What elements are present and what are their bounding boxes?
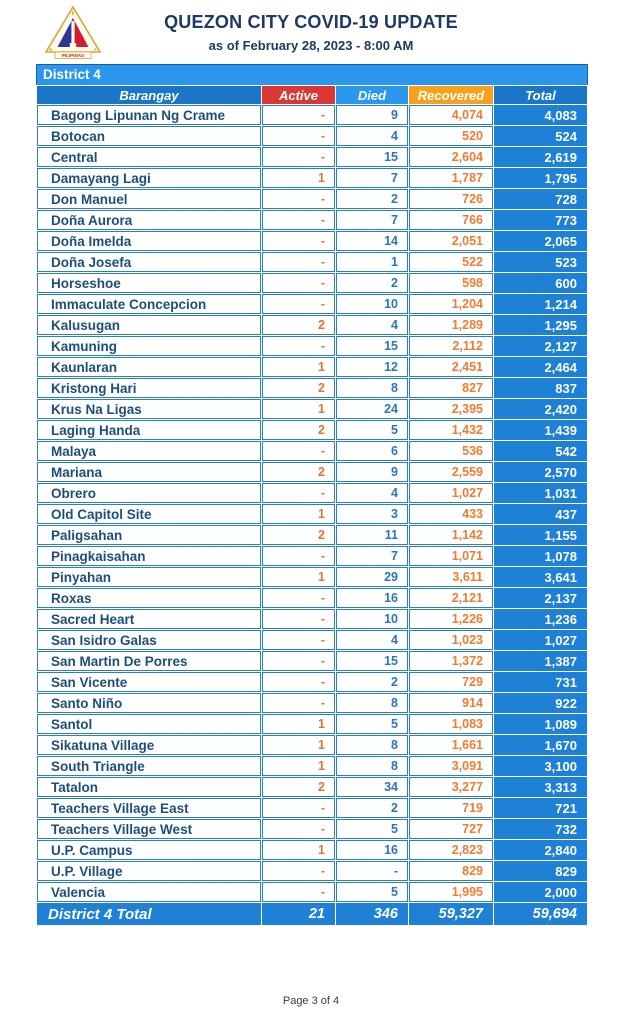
table-row — [37, 147, 587, 167]
cell-name: Roxas — [37, 588, 261, 608]
cell-died: - — [336, 861, 408, 881]
cell-died: 5 — [336, 714, 408, 734]
cell-died: 24 — [336, 399, 408, 419]
cell-recovered: 1,787 — [409, 168, 493, 188]
cell-total: 2,464 — [494, 357, 587, 377]
cell-recovered: 1,142 — [409, 525, 493, 545]
cell-recovered: 4,074 — [409, 105, 493, 125]
page-title: QUEZON CITY COVID-19 UPDATE — [164, 12, 458, 32]
table-row — [37, 546, 587, 566]
cell-active: - — [262, 546, 335, 566]
table-row — [37, 525, 587, 545]
cell-name: Santo Niño — [37, 693, 261, 713]
cell-active: - — [262, 189, 335, 209]
table-row — [37, 756, 587, 776]
cell-total: 1,078 — [494, 546, 587, 566]
cell-total: 1,670 — [494, 735, 587, 755]
table-body — [37, 105, 587, 902]
cell-total: 2,127 — [494, 336, 587, 356]
table-row — [37, 273, 587, 293]
cell-recovered: 1,083 — [409, 714, 493, 734]
cell-total: 2,000 — [494, 882, 587, 902]
cell-died: 5 — [336, 420, 408, 440]
table-row — [37, 126, 587, 146]
cell-active: 2 — [262, 420, 335, 440]
cell-died: 8 — [336, 756, 408, 776]
cell-total: 1,155 — [494, 525, 587, 545]
cell-died: 16 — [336, 840, 408, 860]
table-row — [37, 504, 587, 524]
cell-active: - — [262, 609, 335, 629]
cell-recovered: 727 — [409, 819, 493, 839]
table-row — [37, 441, 587, 461]
cell-name: Pinagkaisahan — [37, 546, 261, 566]
cell-total: 1,387 — [494, 651, 587, 671]
cell-total: 732 — [494, 819, 587, 839]
cell-name: Sacred Heart — [37, 609, 261, 629]
cell-active: - — [262, 630, 335, 650]
cell-died: 34 — [336, 777, 408, 797]
table-row — [37, 378, 587, 398]
cell-name: Kaunlaran — [37, 357, 261, 377]
cell-recovered: 2,395 — [409, 399, 493, 419]
cell-name: Doña Imelda — [37, 231, 261, 251]
column-header-barangay: Barangay — [37, 86, 261, 104]
cell-recovered: 520 — [409, 126, 493, 146]
table-row — [37, 399, 587, 419]
cell-total: 4,083 — [494, 105, 587, 125]
cell-total: 1,027 — [494, 630, 587, 650]
cell-name: Pinyahan — [37, 567, 261, 587]
cell-recovered: 536 — [409, 441, 493, 461]
table-row — [37, 168, 587, 188]
cell-active: - — [262, 147, 335, 167]
table-row — [37, 882, 587, 902]
cell-recovered: 2,051 — [409, 231, 493, 251]
table-row — [37, 462, 587, 482]
table-row — [37, 315, 587, 335]
cell-died: 7 — [336, 168, 408, 188]
cell-total-died: 346 — [336, 903, 408, 925]
cell-total: 437 — [494, 504, 587, 524]
cell-name: San Martin De Porres — [37, 651, 261, 671]
cell-name: Valencia — [37, 882, 261, 902]
cell-recovered: 1,661 — [409, 735, 493, 755]
cell-active: 1 — [262, 504, 335, 524]
cell-total: 600 — [494, 273, 587, 293]
cell-name: Laging Handa — [37, 420, 261, 440]
cell-recovered: 1,071 — [409, 546, 493, 566]
cell-active: - — [262, 273, 335, 293]
table-row — [37, 189, 587, 209]
cell-total-label: District 4 Total — [37, 903, 261, 925]
cell-name: Central — [37, 147, 261, 167]
cell-recovered: 598 — [409, 273, 493, 293]
covid-table-section — [36, 64, 588, 926]
cell-active: 2 — [262, 525, 335, 545]
table-row — [37, 294, 587, 314]
cell-recovered: 1,432 — [409, 420, 493, 440]
cell-name: Botocan — [37, 126, 261, 146]
cell-active: 1 — [262, 399, 335, 419]
cell-name: San Vicente — [37, 672, 261, 692]
cell-active: - — [262, 252, 335, 272]
page-subtitle: as of February 28, 2023 - 8:00 AM — [208, 38, 414, 53]
cell-died: 10 — [336, 294, 408, 314]
cell-name: Immaculate Concepcion — [37, 294, 261, 314]
cell-died: 4 — [336, 630, 408, 650]
cell-total-recovered: 59,327 — [409, 903, 493, 925]
cell-total: 1,031 — [494, 483, 587, 503]
cell-recovered: 433 — [409, 504, 493, 524]
cell-died: 14 — [336, 231, 408, 251]
table-row — [37, 651, 587, 671]
cell-total: 1,795 — [494, 168, 587, 188]
table-row — [37, 567, 587, 587]
cell-recovered: 726 — [409, 189, 493, 209]
cell-died: 2 — [336, 273, 408, 293]
cell-name: Malaya — [37, 441, 261, 461]
cell-name: Krus Na Ligas — [37, 399, 261, 419]
cell-died: 5 — [336, 819, 408, 839]
cell-recovered: 729 — [409, 672, 493, 692]
cell-name: Teachers Village West — [37, 819, 261, 839]
cell-total: 523 — [494, 252, 587, 272]
cell-total: 922 — [494, 693, 587, 713]
table-row — [37, 588, 587, 608]
cell-active: 2 — [262, 378, 335, 398]
table-row — [37, 630, 587, 650]
cell-active: 1 — [262, 567, 335, 587]
cell-name: Doña Josefa — [37, 252, 261, 272]
cell-name: Damayang Lagi — [37, 168, 261, 188]
logo-banner-text: PILIPINAS — [61, 53, 85, 59]
cell-active: 2 — [262, 462, 335, 482]
cell-active: 1 — [262, 840, 335, 860]
cell-name: Old Capitol Site — [37, 504, 261, 524]
cell-died: 29 — [336, 567, 408, 587]
cell-died: 3 — [336, 504, 408, 524]
cell-total: 728 — [494, 189, 587, 209]
cell-total: 1,439 — [494, 420, 587, 440]
cell-active: 1 — [262, 714, 335, 734]
table-row — [37, 420, 587, 440]
cell-died: 15 — [336, 147, 408, 167]
cell-active: - — [262, 126, 335, 146]
cell-active: - — [262, 672, 335, 692]
cell-died: 15 — [336, 651, 408, 671]
cell-name: Teachers Village East — [37, 798, 261, 818]
cell-died: 8 — [336, 378, 408, 398]
report-header — [0, 12, 622, 53]
cell-total: 2,619 — [494, 147, 587, 167]
cell-active: - — [262, 105, 335, 125]
cell-died: 9 — [336, 462, 408, 482]
cell-active: - — [262, 441, 335, 461]
table-row — [37, 819, 587, 839]
cell-total: 524 — [494, 126, 587, 146]
cell-name: Doña Aurora — [37, 210, 261, 230]
table-row — [37, 357, 587, 377]
table-row — [37, 231, 587, 251]
cell-name: Kristong Hari — [37, 378, 261, 398]
column-header-total: Total — [494, 86, 587, 104]
cell-total: 2,840 — [494, 840, 587, 860]
cell-recovered: 2,559 — [409, 462, 493, 482]
cell-died: 4 — [336, 483, 408, 503]
cell-recovered: 829 — [409, 861, 493, 881]
cell-total: 1,236 — [494, 609, 587, 629]
cell-died: 2 — [336, 672, 408, 692]
table-row — [37, 735, 587, 755]
cell-name: San Isidro Galas — [37, 630, 261, 650]
cell-active: - — [262, 798, 335, 818]
cell-died: 2 — [336, 189, 408, 209]
cell-active: 1 — [262, 168, 335, 188]
cell-name: Horseshoe — [37, 273, 261, 293]
cell-name: Paligsahan — [37, 525, 261, 545]
cell-active: - — [262, 210, 335, 230]
column-header-recovered: Recovered — [409, 86, 493, 104]
table-row — [37, 714, 587, 734]
cell-recovered: 1,027 — [409, 483, 493, 503]
cell-total: 837 — [494, 378, 587, 398]
cell-recovered: 522 — [409, 252, 493, 272]
column-header-active: Active — [262, 86, 335, 104]
cell-died: 7 — [336, 210, 408, 230]
district-label: District 4 — [36, 64, 588, 85]
cell-name: Obrero — [37, 483, 261, 503]
cell-died: 11 — [336, 525, 408, 545]
cell-name: Mariana — [37, 462, 261, 482]
cell-recovered: 2,121 — [409, 588, 493, 608]
cell-name: Tatalon — [37, 777, 261, 797]
cell-total: 3,641 — [494, 567, 587, 587]
cell-recovered: 2,823 — [409, 840, 493, 860]
cell-died: 5 — [336, 882, 408, 902]
cell-total-total: 59,694 — [494, 903, 587, 925]
cell-recovered: 1,372 — [409, 651, 493, 671]
cell-name: Don Manuel — [37, 189, 261, 209]
cell-recovered: 827 — [409, 378, 493, 398]
cell-name: Sikatuna Village — [37, 735, 261, 755]
page-number: Page 3 of 4 — [282, 995, 340, 1007]
cell-total: 731 — [494, 672, 587, 692]
cell-total: 829 — [494, 861, 587, 881]
table-row — [37, 861, 587, 881]
cell-name: Kalusugan — [37, 315, 261, 335]
table-row — [37, 672, 587, 692]
cell-name: South Triangle — [37, 756, 261, 776]
cell-recovered: 719 — [409, 798, 493, 818]
cell-recovered: 3,091 — [409, 756, 493, 776]
cell-active: - — [262, 294, 335, 314]
cell-died: 4 — [336, 126, 408, 146]
cell-active: 1 — [262, 735, 335, 755]
table-header-row — [37, 86, 587, 104]
table-row — [37, 777, 587, 797]
covid-table — [36, 85, 588, 926]
cell-recovered: 1,226 — [409, 609, 493, 629]
cell-recovered: 2,112 — [409, 336, 493, 356]
cell-active: - — [262, 651, 335, 671]
cell-died: 15 — [336, 336, 408, 356]
cell-total: 2,137 — [494, 588, 587, 608]
district-total-row — [37, 903, 587, 925]
cell-active: 2 — [262, 777, 335, 797]
cell-died: 8 — [336, 693, 408, 713]
cell-recovered: 2,451 — [409, 357, 493, 377]
cell-total: 542 — [494, 441, 587, 461]
cell-recovered: 914 — [409, 693, 493, 713]
table-row — [37, 693, 587, 713]
cell-name: Kamuning — [37, 336, 261, 356]
cell-active: 2 — [262, 315, 335, 335]
cell-total: 2,065 — [494, 231, 587, 251]
table-row — [37, 252, 587, 272]
cell-recovered: 2,604 — [409, 147, 493, 167]
table-row — [37, 840, 587, 860]
cell-total-active: 21 — [262, 903, 335, 925]
table-row — [37, 798, 587, 818]
cell-name: U.P. Campus — [37, 840, 261, 860]
cell-recovered: 1,995 — [409, 882, 493, 902]
cell-total: 1,295 — [494, 315, 587, 335]
cell-active: - — [262, 336, 335, 356]
cell-total: 2,570 — [494, 462, 587, 482]
cell-active: - — [262, 882, 335, 902]
cell-died: 12 — [336, 357, 408, 377]
cell-total: 1,214 — [494, 294, 587, 314]
table-row — [37, 483, 587, 503]
cell-active: - — [262, 819, 335, 839]
cell-recovered: 1,289 — [409, 315, 493, 335]
table-row — [37, 609, 587, 629]
cell-active: - — [262, 861, 335, 881]
cell-recovered: 1,204 — [409, 294, 493, 314]
cell-died: 16 — [336, 588, 408, 608]
cell-died: 2 — [336, 798, 408, 818]
table-row — [37, 210, 587, 230]
cell-name: U.P. Village — [37, 861, 261, 881]
cell-died: 9 — [336, 105, 408, 125]
cell-active: 1 — [262, 357, 335, 377]
table-row — [37, 336, 587, 356]
cell-died: 6 — [336, 441, 408, 461]
cell-total: 2,420 — [494, 399, 587, 419]
column-header-died: Died — [336, 86, 408, 104]
cell-total: 3,313 — [494, 777, 587, 797]
cell-recovered: 1,023 — [409, 630, 493, 650]
cell-active: - — [262, 231, 335, 251]
cell-total: 721 — [494, 798, 587, 818]
cell-active: - — [262, 588, 335, 608]
cell-active: - — [262, 693, 335, 713]
cell-total: 1,089 — [494, 714, 587, 734]
cell-name: Santol — [37, 714, 261, 734]
cell-total: 3,100 — [494, 756, 587, 776]
cell-died: 10 — [336, 609, 408, 629]
cell-total: 773 — [494, 210, 587, 230]
cell-died: 8 — [336, 735, 408, 755]
table-row — [37, 105, 587, 125]
cell-died: 1 — [336, 252, 408, 272]
cell-recovered: 3,611 — [409, 567, 493, 587]
cell-active: 1 — [262, 756, 335, 776]
cell-name: Bagong Lipunan Ng Crame — [37, 105, 261, 125]
cell-died: 7 — [336, 546, 408, 566]
cell-active: - — [262, 483, 335, 503]
cell-died: 4 — [336, 315, 408, 335]
cell-recovered: 3,277 — [409, 777, 493, 797]
cell-recovered: 766 — [409, 210, 493, 230]
